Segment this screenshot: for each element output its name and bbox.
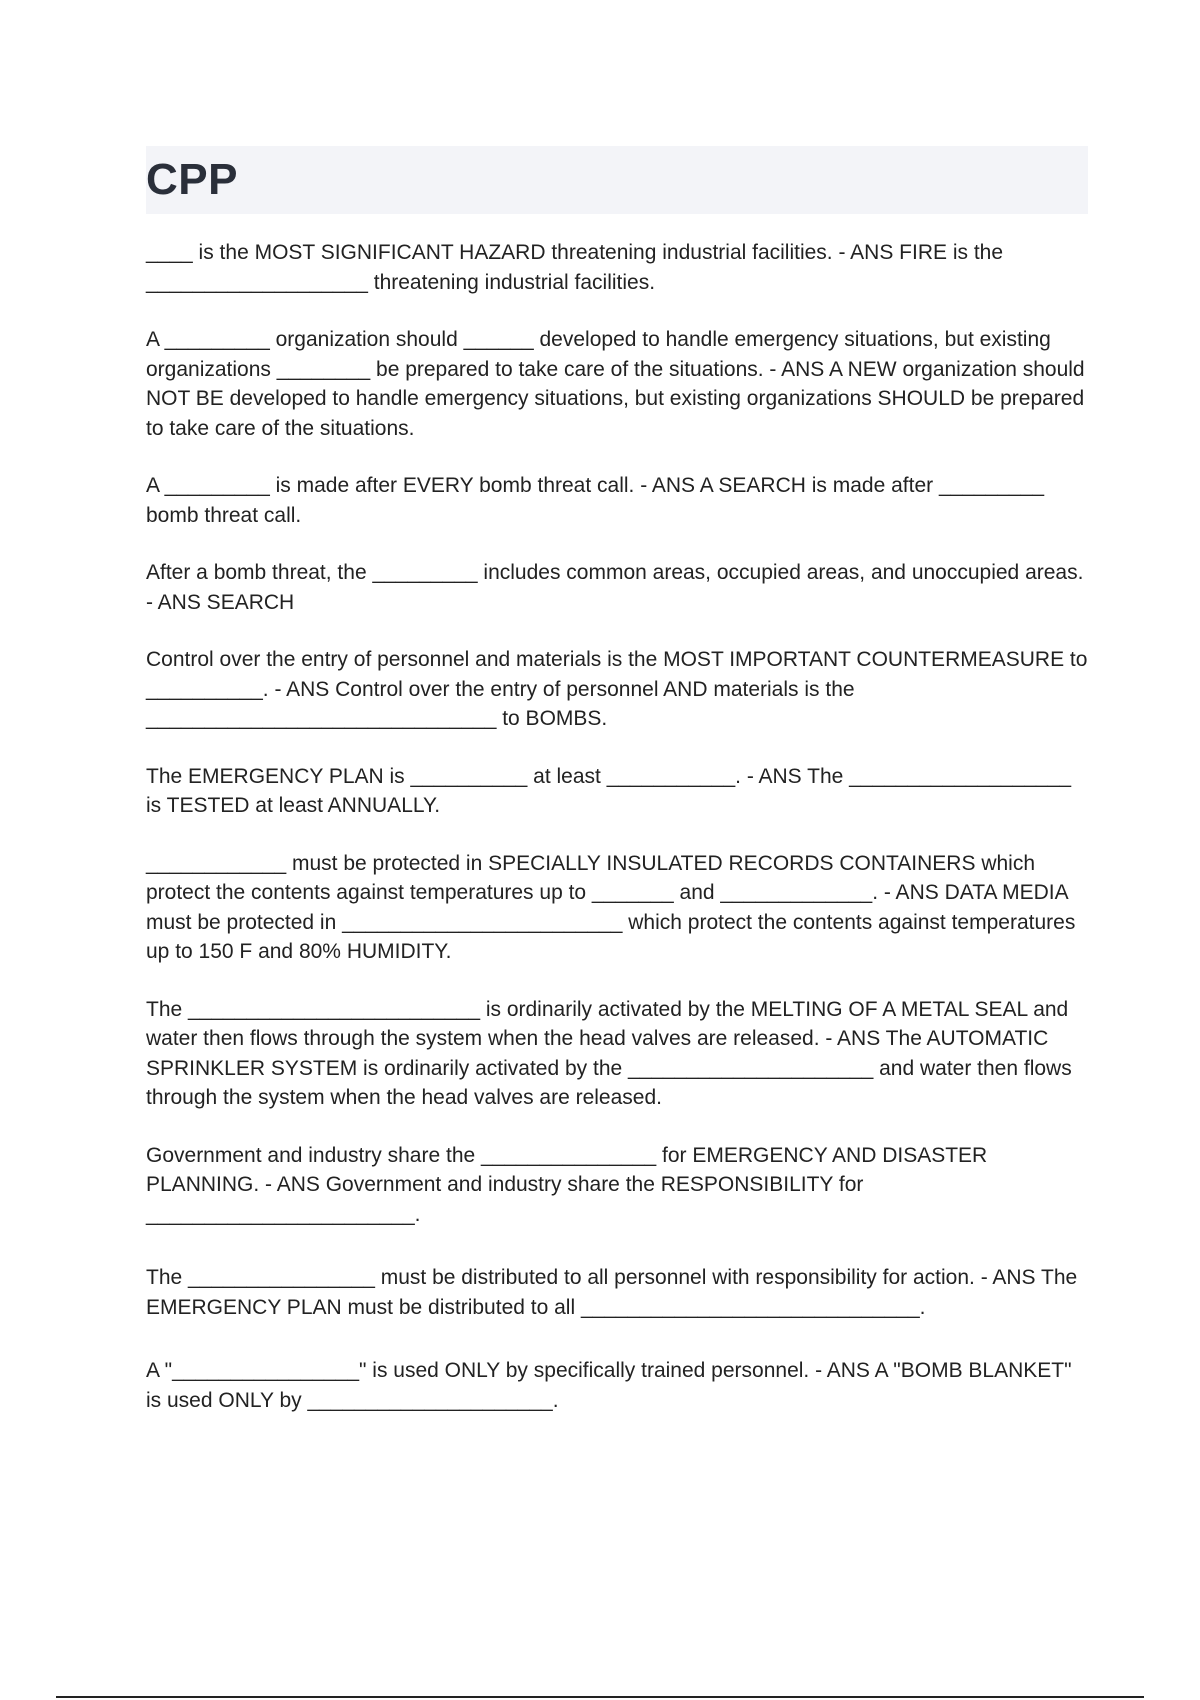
question-item-5: Control over the entry of personnel and materials is the MOST IMPORTANT COUNTERMEASURE to __________. - ANS Control over the entry of personnel AND materials is the ______________________________ to BOMBS. [146, 648, 1088, 730]
question-item-8: The _________________________ is ordinarily activated by the MELTING OF A METAL SEAL and water then flows through the system when the head valves are released. - ANS The AUTOMATIC SPRINKLER SYSTEM is ordinarily activated by the _____________________ and water then flows through the system when the head valves are released. [146, 997, 1072, 1109]
question-item-4: After a bomb threat, the _________ includes common areas, occupied areas, and unoccupied areas. - ANS SEARCH [146, 561, 1084, 614]
document-title: CPP [146, 155, 238, 204]
question-item-9: Government and industry share the _______________ for EMERGENCY AND DISASTER PLANNING. - ANS Government and industry share the RESPONSIBILITY for _______________________. [146, 1143, 988, 1226]
question-item-3: A _________ is made after EVERY bomb threat call. - ANS A SEARCH is made after _________ bomb threat call. [146, 474, 1045, 527]
question-item-11: A "________________" is used ONLY by specifically trained personnel. - ANS A "BOMB BLANKET" is used ONLY by _____________________. [146, 1359, 1072, 1412]
question-item-2: A _________ organization should ______ developed to handle emergency situations, but existing organizations ________ be prepared to take care of the situations. - ANS A NEW organization should NOT BE developed to handle emergency situations, but existing organizations SHOULD be prepared to take care of the situations. [146, 328, 1085, 440]
question-item-1: ____ is the MOST SIGNIFICANT HAZARD threatening industrial facilities. - ANS FIRE is the ___________________ threatening industrial facilities. [146, 241, 1004, 294]
title-banner [146, 146, 1088, 214]
question-list [146, 238, 1092, 1443]
footer-divider [56, 1696, 1144, 1698]
question-item-6: The EMERGENCY PLAN is __________ at least ___________. - ANS The ___________________ is TESTED at least ANNUALLY. [146, 764, 1072, 817]
question-item-7: ____________ must be protected in SPECIALLY INSULATED RECORDS CONTAINERS which protect the contents against temperatures up to _______ and _____________. - ANS DATA MEDIA must be protected in ________________________ which protect the contents against temperatures up to 150 F and 80% HUMIDITY. [146, 851, 1076, 963]
question-item-10: The ________________ must be distributed to all personnel with responsibility for action. - ANS The EMERGENCY PLAN must be distributed to all _____________________________. [146, 1266, 1078, 1319]
